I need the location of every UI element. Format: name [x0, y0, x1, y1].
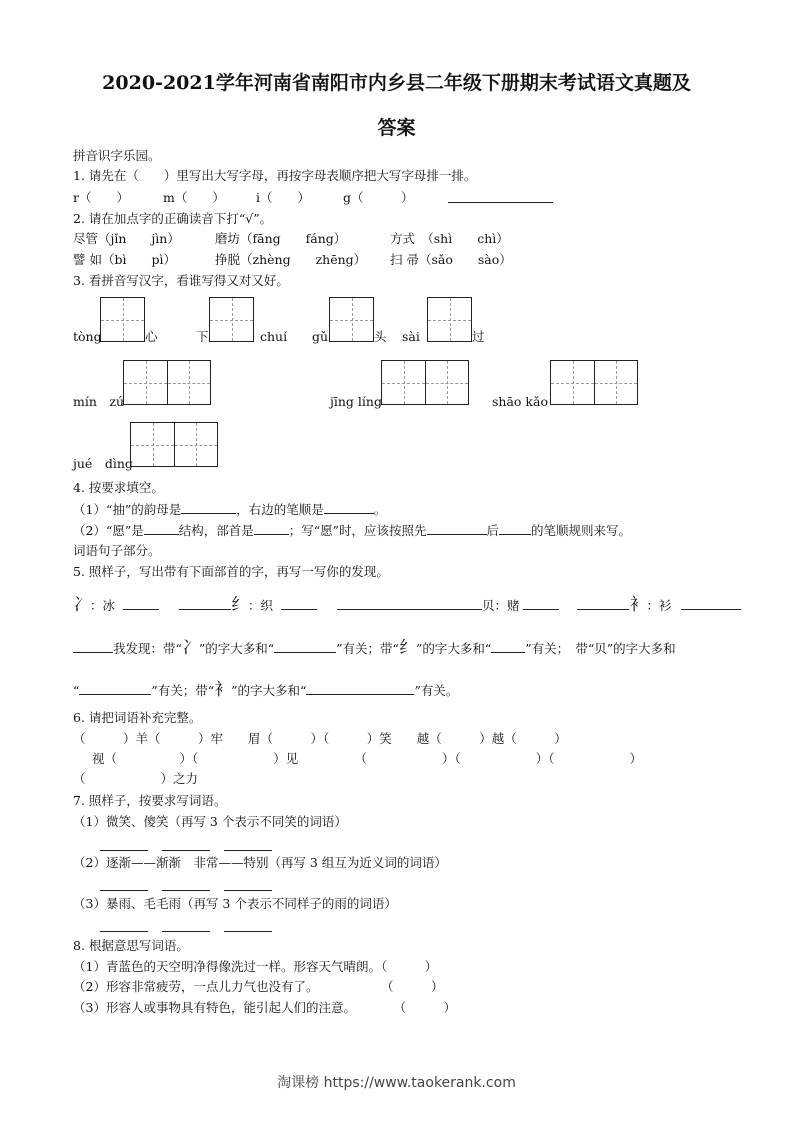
pinyin-label: gǔ — [312, 329, 329, 344]
answer-line[interactable] — [577, 597, 629, 610]
pinyin-label: jué dìng — [73, 456, 133, 471]
question-3: 3. 看拼音写汉字，看谁写得又对又好。 — [73, 273, 289, 288]
discovery-line-1: 我发现：带“冫”的字大多和“ ”有关；带“纟”的字大多和“ ”有关； 带“贝”的字大多和 — [73, 640, 676, 657]
answer-line[interactable] — [274, 640, 336, 653]
given-character: 心 — [145, 329, 158, 344]
answer-lines[interactable] — [100, 878, 272, 895]
question-4-1: （1）“抽”的韵母是 ，右边的笔顺是 。 — [73, 502, 387, 517]
pinyin-option: 扫 帚（sǎo sào） — [390, 252, 512, 267]
question-7: 7. 照样子，按要求写词语。 — [73, 793, 227, 808]
pinyin-option: 挣脱（zhèng zhēng） — [215, 252, 367, 267]
page-title-cont: 答案 — [377, 117, 416, 139]
idiom-row[interactable]: （ ）之力 — [73, 771, 199, 786]
pinyin-option: 磨坊（fāng fáng） — [215, 231, 347, 246]
pinyin-label: chuí — [260, 329, 288, 344]
given-character: 下 — [196, 329, 209, 344]
question-7-2: （2）逐渐——渐渐 非常——特别（再写 3 组互为近义词的词语） — [73, 855, 447, 870]
answer-line[interactable] — [427, 522, 487, 535]
section-heading: 词语句子部分。 — [73, 543, 161, 558]
section-heading: 拼音识字乐园。 — [73, 148, 161, 163]
idiom-row[interactable]: （ ）羊（ ）牢 眉（ ）（ ）笑 越（ ）越（ ） — [73, 731, 567, 746]
pinyin-label: jīng líng — [330, 394, 382, 409]
answer-line[interactable] — [79, 682, 151, 695]
question-2: 2. 请在加点字的正确读音下打“√”。 — [73, 211, 273, 226]
writing-grid[interactable] — [381, 360, 469, 405]
answer-lines[interactable] — [100, 919, 272, 936]
letter-r: r（ ） — [73, 190, 129, 205]
answer-line[interactable] — [681, 597, 741, 610]
discovery-line-2: “ ”有关；带“衤”的字大多和“ ”有关。 — [73, 680, 459, 700]
answer-line[interactable] — [181, 501, 236, 514]
clothing-radical-icon: 衤 — [214, 680, 232, 700]
pinyin-option: 譬 如（bì pì） — [73, 252, 176, 267]
silk-radical-icon: 纟 — [230, 595, 248, 615]
pinyin-label: tòng — [73, 329, 102, 344]
ice-radical-icon: 冫 — [181, 638, 199, 658]
question-4-2: （2）“愿”是 结构，部首是 ；写“愿”时，应该按照先 后 的笔顺规则来写。 — [73, 523, 632, 538]
idiom-row[interactable]: 视（ ）（ ）见 （ ）（ ）（ ） — [92, 751, 643, 766]
question-5: 5. 照样子，写出带有下面部首的字，再写一写你的发现。 — [73, 564, 389, 579]
pinyin-label: mín zú — [73, 394, 125, 409]
answer-lines[interactable] — [100, 838, 272, 855]
answer-line[interactable] — [179, 597, 231, 610]
letter-g: g（ ） — [343, 190, 414, 205]
question-8: 8. 根据意思写词语。 — [73, 938, 189, 953]
question-7-3: （3）暴雨、毛毛雨（再写 3 个表示不同样子的雨的词语） — [73, 896, 397, 911]
answer-line[interactable] — [324, 501, 374, 514]
writing-grid[interactable] — [130, 422, 218, 467]
pinyin-option: 尽管（jǐn jìn） — [73, 231, 180, 246]
answer-line[interactable] — [144, 522, 179, 535]
question-4: 4. 按要求填空。 — [73, 480, 164, 495]
answer-line[interactable] — [448, 190, 553, 207]
answer-line[interactable] — [306, 682, 414, 695]
radical-row: 冫：冰 纟：织 贝：赌 衤：衫 — [73, 597, 741, 614]
question-8-2[interactable]: （2）形容非常疲劳，一点儿力气也没有了。 （ ） — [73, 979, 444, 994]
writing-grid[interactable] — [100, 297, 145, 342]
writing-grid[interactable] — [123, 360, 211, 405]
question-8-1[interactable]: （1）青蓝色的天空明净得像洗过一样。形容天气晴朗。（ ） — [73, 959, 438, 974]
page-title: 2020-2021学年河南省南阳市内乡县二年级下册期末考试语文真题及 — [102, 72, 691, 94]
question-7-1: （1）微笑、傻笑（再写 3 个表示不同笑的词语） — [73, 814, 347, 829]
question-8-3[interactable]: （3）形容人或事物具有特色，能引起人们的注意。 （ ） — [73, 1000, 456, 1015]
answer-line[interactable] — [337, 597, 482, 610]
silk-radical-icon: 纟 — [398, 638, 416, 658]
ice-radical-icon: 冫 — [73, 595, 90, 615]
answer-line[interactable] — [254, 522, 289, 535]
writing-grid[interactable] — [209, 297, 254, 342]
pinyin-label: shāo kǎo — [492, 394, 548, 409]
answer-line[interactable] — [491, 640, 525, 653]
writing-grid[interactable] — [550, 360, 638, 405]
question-1: 1. 请先在（ ）里写出大写字母，再按字母表顺序把大写字母排一排。 — [73, 168, 477, 183]
writing-grid[interactable] — [427, 297, 472, 342]
answer-line[interactable] — [499, 522, 531, 535]
given-character: 头 — [374, 329, 387, 344]
letter-m: m（ ） — [163, 190, 225, 205]
given-character: 过 — [472, 329, 485, 344]
answer-line[interactable] — [523, 597, 559, 610]
question-6: 6. 请把词语补充完整。 — [73, 710, 202, 725]
pinyin-label: sài — [402, 329, 420, 344]
answer-line[interactable] — [73, 640, 113, 653]
pinyin-option: 方式 （shì chì） — [390, 231, 509, 246]
letter-i: i（ ） — [256, 190, 310, 205]
answer-line[interactable] — [281, 597, 317, 610]
clothing-radical-icon: 衤 — [629, 595, 647, 615]
answer-line[interactable] — [123, 597, 159, 610]
writing-grid[interactable] — [329, 297, 374, 342]
footer-watermark: 淘课榜 https://www.taokerank.com — [277, 1075, 516, 1091]
